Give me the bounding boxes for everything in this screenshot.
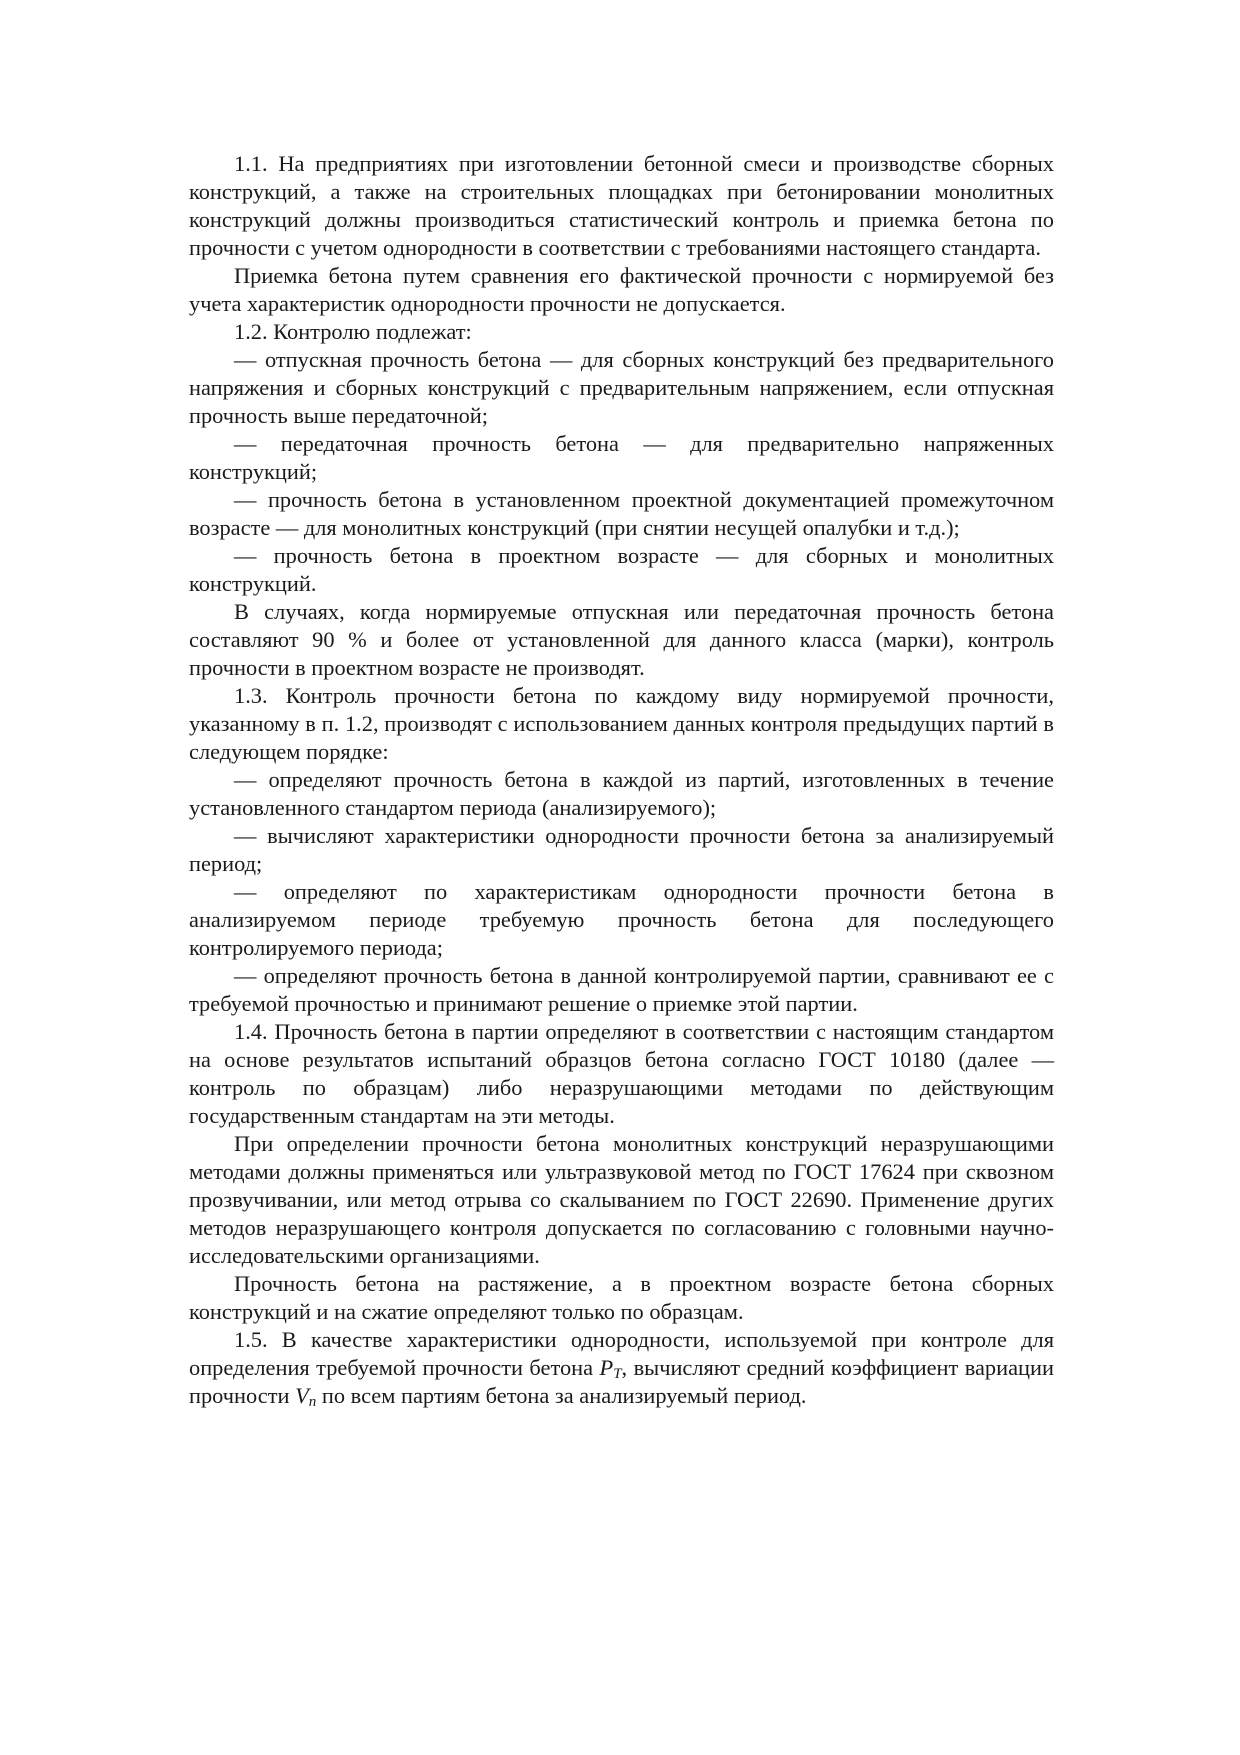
paragraph-90-percent: В случаях, когда нормируемые отпускная или передаточная прочность бетона составляют 90 % и более от установленной для данного класса (марки), контроль прочности в проектном возрасте не производят.: [189, 599, 1054, 680]
paragraph-1-5-text-c: по всем партиям бетона за анализируемый период.: [316, 1383, 807, 1408]
paragraph-nondestructive: При определении прочности бетона монолитных конструкций неразрушающими методами должны применяться или ультразвуковой метод по ГОСТ 17624 при сквозном прозвучивании, или метод отрыва со скалыванием по ГОСТ 22690. Применение других методов неразрушающего контроля допускается по согласованию с головными научно-исследовательскими организациями.: [189, 1131, 1054, 1268]
list-item-intermediate-age: — прочность бетона в установленном проектной документацией промежуточном возрасте — для монолитных конструкций (при снятии несущей опалубки и т.д.);: [189, 487, 1054, 540]
paragraph-1-4: 1.4. Прочность бетона в партии определяют в соответствии с настоящим стандартом на основе результатов испытаний образцов бетона согласно ГОСТ 10180 (далее — контроль по образцам) либо неразрушающими методами по действующим государственным стандартам на эти методы.: [189, 1019, 1054, 1128]
list-item-required-strength: — определяют по характеристикам однородности прочности бетона в анализируемом периоде требуемую прочность бетона для последующего контролируемого периода;: [189, 879, 1054, 960]
list-item-design-age: — прочность бетона в проектном возрасте — для сборных и монолитных конструкций.: [189, 543, 1054, 596]
paragraph-1-5: [189, 1326, 1054, 1410]
variable-v-n: $V_n$: [295, 1383, 317, 1410]
paragraph-acceptance: Приемка бетона путем сравнения его фактической прочности с нормируемой без учета характеристик однородности прочности не допускается.: [189, 263, 1054, 316]
list-item-compute-uniformity: — вычисляют характеристики однородности прочности бетона за анализируемый период;: [189, 823, 1054, 876]
document-page: [189, 150, 1054, 1410]
list-item-transfer-strength: — передаточная прочность бетона — для предварительно напряженных конструкций;: [189, 431, 1054, 484]
list-item-determine-strength: — определяют прочность бетона в каждой из партий, изготовленных в течение установленного стандартом периода (анализируемого);: [189, 767, 1054, 820]
list-item-release-strength: — отпускная прочность бетона — для сборных конструкций без предварительного напряжения и сборных конструкций с предварительным напряжением, если отпускная прочность выше передаточной;: [189, 347, 1054, 428]
paragraph-1-1: 1.1. На предприятиях при изготовлении бетонной смеси и производстве сборных конструкций, а также на строительных площадках при бетонировании монолитных конструкций должны производиться статистический контроль и приемка бетона по прочности с учетом однородности в соответствии с требованиями настоящего стандарта.: [189, 151, 1054, 260]
paragraph-tension: Прочность бетона на растяжение, а в проектном возрасте бетона сборных конструкций и на сжатие определяют только по образцам.: [189, 1271, 1054, 1324]
paragraph-1-5-text-b: , вычисляют средний коэффициент вариации прочности: [189, 1355, 1054, 1408]
list-item-compare-accept: — определяют прочность бетона в данной контролируемой партии, сравнивают ее с требуемой прочностью и принимают решение о приемке этой партии.: [189, 963, 1054, 1016]
variable-p-t: $P_T$: [599, 1355, 622, 1382]
paragraph-1-5-text-a: 1.5. В качестве характеристики однородности, используемой при контроле для определения требуемой прочности бетона: [189, 1327, 1054, 1380]
paragraph-1-2: 1.2. Контролю подлежат:: [234, 319, 472, 344]
paragraph-1-3: 1.3. Контроль прочности бетона по каждому виду нормируемой прочности, указанному в п. 1.2, производят с использованием данных контроля предыдущих партий в следующем порядке:: [189, 683, 1054, 764]
